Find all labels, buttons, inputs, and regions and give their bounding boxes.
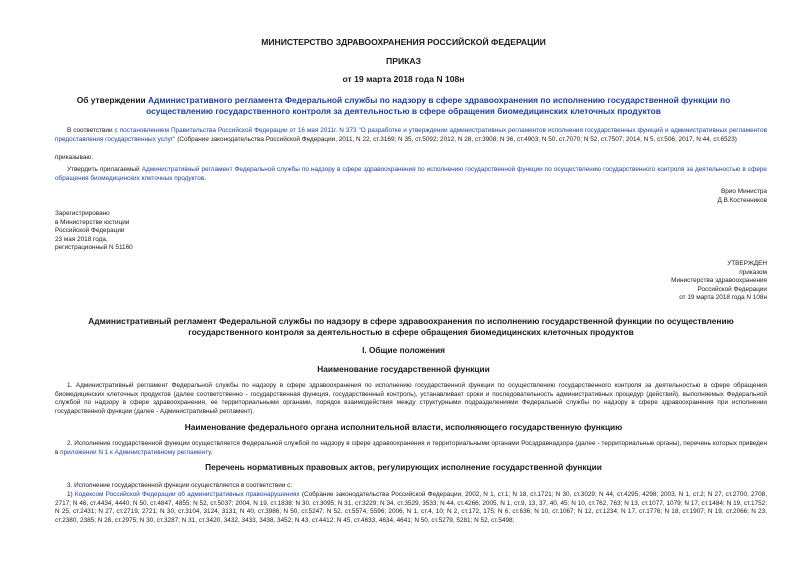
item-3-1-paragraph: [55, 491, 767, 567]
item-1-paragraph: 1. Административный регламент Федеральной службы по надзору в сфере здравоохранения по исполнению государственной функции по осуществлению государственного контроля за деятельностью в сфере обращения биомедицинских клеточных продуктов (далее соответственно - государственная функция, государственный контроль), устанавливает сроки и последовательность административных процедур (действий), выполняемых Федеральной службой по надзору в сфере здравоохранения, ее территориальными органами, порядок взаимодействия между структурными подразделениями Федеральной службы по надзору в сфере здравоохранения при исполнении государственной функции (далее - Административный регламент).: [55, 382, 767, 415]
approved-block: [671, 260, 767, 303]
resolution-373-link[interactable]: с постановлением Правительства Российской Федерации от 16 мая 2011г. N 373 "О разработке и утверждении административных регламентов исполнения государственных функций и административных регламентов предоставления государственных услуг": [55, 127, 767, 143]
approve-end: .: [204, 174, 207, 182]
approve-prefix: Утвердить прилагаемый: [67, 166, 142, 173]
registration-line: 23 мая 2018 года,: [55, 235, 108, 243]
title-link[interactable]: Административного регламента Федеральной службы по надзору в сфере здравоохранения по исполнению государственной функции по осуществлению государственного контроля за деятельностью в сфере обращения биомедицинских клеточных продуктов: [146, 95, 731, 116]
registration-block: [55, 210, 133, 253]
section-general: I. Общие положения: [362, 345, 445, 355]
item-3-1-rest: (Собрание законодательства Российской Федерации, 2002, N 1, ст.1; N 18, ст.1721; N 30, ст.3029; N 44, ст.4295, 4298; 2003, N 1, ст.2; N 27, ст.2700, 2708, 2717; N 46, ст.4434, 4440; N 50, ст.4847, 4855; N 52, ст.5037; 2004, N 19, ст.1838; N 30, ст.3095; N 31, ст.3229; N 34, ст.3529, 3533; N 44, ст.4266; 2005, N 1, ст.9, 13, 37, 40, 45; N 10, ст.762, 763; N 13, ст.1077, 1079; N 17, ст.1484; N 19, ст.1752; N 25, ст.2431; N 27, ст.2719, 2721; N 30, ст.3104, 3124, 3131; N 40, ст.3986; N 50, ст.5247; N 52, ст.5574, 5596; 2006, N 1, ст.4, 10; N 2, ст.172, 175; N 6, ст.636; N 10, ст.1067; N 12, ст.1234; N 17, ст.1776; N 18, ст.1907; N 19, ст.2066; N 23, ст.2380, 2385; N 28, ст.2975; N 30, ст.3287; N 31, ст.3420, 3432, 3433, 3438, 3452; N 43, ст.4412; N 45, ст.4633, 4634, 4641; N 50, ст.5279, 5281; N 52, ст.5498;: [55, 491, 767, 524]
doc-date: от 19 марта 2018 года N 108н: [342, 74, 465, 84]
regulation-title: Административный регламент Федеральной службы по надзору в сфере здравоохранения по исполнению государственной функции по осуществлению государственного контроля за деятельностью в сфере обращения биомедицинских клеточных продуктов: [88, 316, 734, 337]
approved-line: Российской Федерации: [697, 285, 767, 293]
preamble-prefix: В соответствии: [67, 127, 115, 134]
approved-line: от 19 марта 2018 года N 108н: [679, 294, 767, 302]
heading-function-name: Наименование государственной функции: [317, 364, 490, 374]
appendix-1-link[interactable]: приложении N 1 к Административному регламенту: [60, 448, 211, 456]
regulation-link[interactable]: Административный регламент Федеральной службы по надзору в сфере здравоохранения по исполнению государственной функции по осуществлению государственного контроля за деятельностью в сфере обращения биомедицинских клеточных продуктов: [55, 166, 767, 182]
koap-link[interactable]: Кодексом Российской Федерации об административных правонарушениях: [74, 491, 300, 498]
approved-line: УТВЕРЖДЕН: [727, 260, 767, 267]
registration-line: Российской Федерации: [55, 227, 125, 235]
ministry-heading: МИНИСТЕРСТВО ЗДРАВООХРАНЕНИЯ РОССИЙСКОЙ ФЕДЕРАЦИИ: [261, 37, 546, 47]
orders-line: приказываю:: [55, 154, 93, 161]
registration-line: Зарегистрировано: [55, 210, 110, 217]
item-2-end: .: [210, 448, 213, 456]
approved-line: приказом: [739, 268, 767, 276]
heading-federal-organ: Наименование федерального органа исполнительной власти, исполняющего государственную функцию: [184, 422, 623, 432]
heading-legal-acts: Перечень нормативных правовых актов, регулирующих исполнение государственной функции: [205, 462, 602, 472]
item-2-paragraph: [55, 440, 767, 457]
signer-name: Д.В.Костенников: [717, 197, 767, 204]
registration-line: регистрационный N 51160: [55, 244, 133, 252]
item-3-intro: 3. Исполнение государственной функции осуществляется в соответствии с:: [67, 482, 293, 489]
approve-paragraph: [55, 166, 767, 183]
doc-type: ПРИКАЗ: [386, 56, 421, 66]
doc-title: [60, 95, 747, 116]
registration-line: в Министерстве юстиции: [55, 218, 130, 226]
item-3-1-number: 1): [67, 491, 75, 498]
signer-title: Врио Министра: [721, 188, 767, 195]
preamble-rest: (Собрание законодательства Российской Федерации, 2011, N 22, ст.3169; N 35, ст.5092; 2012, N 28, ст.3908; N 36, ст.4903; N 50, ст.7070; N 52, ст.7507; 2014, N 5, ст.506; 2017, N 44, ст.6523): [175, 135, 737, 143]
preamble-paragraph: [55, 127, 767, 144]
item-2-text: 2. Исполнение государственной функции осуществляется Федеральной службой по надзору в сфере здравоохранения и территориальными органами Росздравнадзора (далее - территориальные органы), перечень которых приведен в: [55, 440, 767, 456]
approved-line: Министерства здравоохранения: [671, 277, 767, 285]
title-prefix: Об утверждении: [76, 95, 148, 105]
